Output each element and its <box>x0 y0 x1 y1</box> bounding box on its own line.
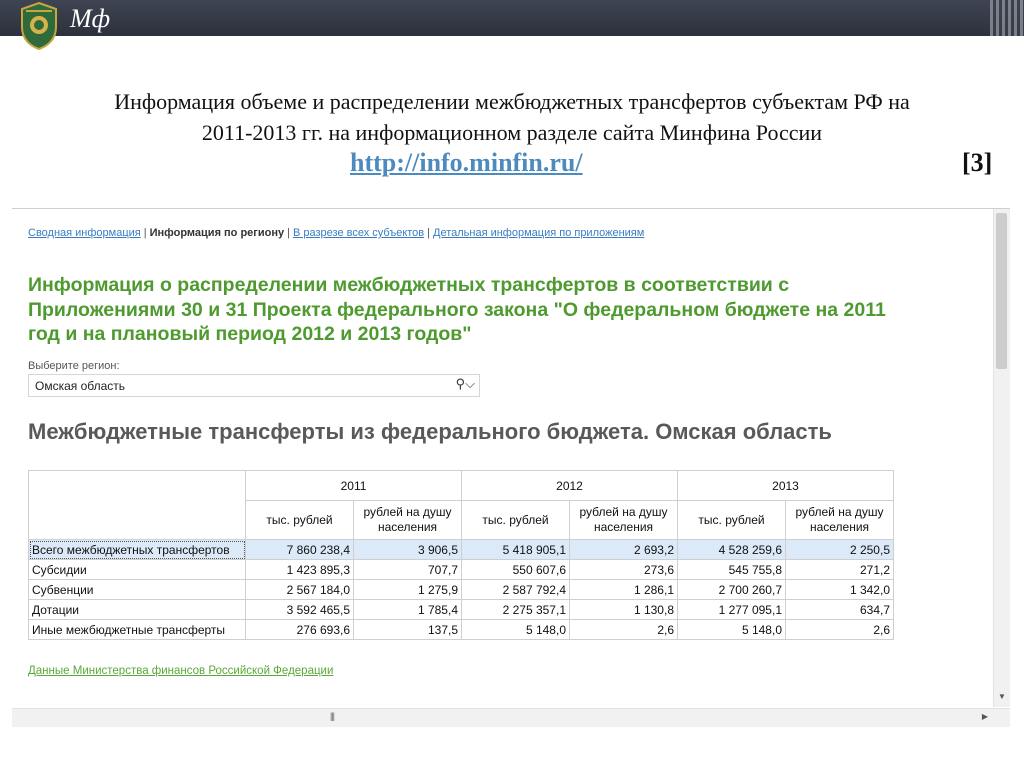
table-row[interactable] <box>29 560 894 580</box>
table-cell: 2 275 357,1 <box>462 600 570 620</box>
col-header-thousands: тыс. рублей <box>678 501 786 540</box>
table-cell: 707,7 <box>354 560 462 580</box>
section-title: Межбюджетные трансферты из федерального бюджета. Омская область <box>28 419 832 444</box>
col-header-thousands: тыс. рублей <box>462 501 570 540</box>
table-corner-cell <box>29 471 246 540</box>
year-header-2013: 2013 <box>678 471 894 501</box>
slide-header-bar <box>0 0 1024 36</box>
table-cell: 4 528 259,6 <box>678 540 786 560</box>
vertical-scrollbar[interactable] <box>993 209 1010 707</box>
brand-text: Мф <box>70 4 111 33</box>
page-title-line3: год и на плановый период 2012 и 2013 годов" <box>28 323 472 345</box>
row-name: Иные межбюджетные трансферты <box>29 620 246 640</box>
table-cell: 2,6 <box>570 620 678 640</box>
nav-separator: | <box>287 227 290 239</box>
table-cell: 550 607,6 <box>462 560 570 580</box>
reference-number: [3] <box>962 148 993 177</box>
scroll-right-arrow-icon[interactable]: ▶ <box>981 712 988 721</box>
decorative-stripes <box>990 0 1024 36</box>
table-cell: 1 342,0 <box>786 580 894 600</box>
scrollbar-thumb[interactable] <box>996 213 1007 369</box>
nav-separator: | <box>143 227 147 239</box>
nav-separator: | <box>427 227 430 239</box>
table-cell: 273,6 <box>570 560 678 580</box>
row-name: Всего межбюджетных трансфертов <box>29 540 246 560</box>
table-row[interactable] <box>29 540 894 560</box>
ministry-emblem-icon <box>18 1 60 51</box>
col-header-per-capita: рублей на душу населения <box>354 501 462 540</box>
table-cell: 271,2 <box>786 560 894 580</box>
page-title-line1: Информация о распределении межбюджетных трансфертов в соответствии с <box>28 274 790 296</box>
page-title-line2: Приложениями 30 и 31 Проекта федерального закона "О федеральном бюджете на 2011 <box>28 298 886 321</box>
scrollbar-grip-icon[interactable]: ||| <box>330 711 335 721</box>
col-header-per-capita: рублей на душу населения <box>786 501 894 540</box>
table-cell: 7 860 238,4 <box>246 540 354 560</box>
nav-appendix-details-link[interactable]: Детальная информация по приложениям <box>433 227 645 239</box>
scroll-down-arrow-icon[interactable]: ▼ <box>998 692 1006 701</box>
table-cell: 137,5 <box>354 620 462 640</box>
nav-region-info-current: Информация по региону <box>149 227 285 239</box>
slide-title-line1: Информация объеме и распределении межбюджетных трансфертов субъектам РФ на <box>114 89 910 114</box>
website-screenshot <box>12 208 1010 727</box>
row-name: Субвенции <box>29 580 246 600</box>
col-header-thousands: тыс. рублей <box>246 501 354 540</box>
chevron-down-icon[interactable]: ⌵ <box>465 376 475 391</box>
table-cell: 2 250,5 <box>786 540 894 560</box>
table-cell: 5 148,0 <box>678 620 786 640</box>
table-cell: 3 592 465,5 <box>246 600 354 620</box>
year-header-2012: 2012 <box>462 471 678 501</box>
breadcrumb-nav <box>28 227 644 239</box>
minfin-data-link[interactable]: Данные Министерства финансов Российской Федерации <box>28 665 334 677</box>
transfers-table <box>28 470 894 640</box>
slide-title <box>40 86 984 148</box>
table-row[interactable] <box>29 580 894 600</box>
table-cell: 3 906,5 <box>354 540 462 560</box>
search-icon[interactable]: ⚲ <box>455 376 466 391</box>
table-cell: 545 755,8 <box>678 560 786 580</box>
horizontal-scrollbar[interactable] <box>12 708 1010 727</box>
table-cell: 1 423 895,3 <box>246 560 354 580</box>
table-row[interactable] <box>29 620 894 640</box>
year-header-2011: 2011 <box>246 471 462 501</box>
table-cell: 2 587 792,4 <box>462 580 570 600</box>
table-cell: 1 275,9 <box>354 580 462 600</box>
table-cell: 2 567 184,0 <box>246 580 354 600</box>
table-cell: 1 277 095,1 <box>678 600 786 620</box>
region-label: Выберите регион: <box>28 360 120 372</box>
region-select[interactable] <box>28 374 480 397</box>
table-cell: 2 700 260,7 <box>678 580 786 600</box>
slide-title-line2: 2011-2013 гг. на информационном разделе сайта Минфина России <box>201 120 823 145</box>
col-header-per-capita: рублей на душу населения <box>570 501 678 540</box>
table-cell: 634,7 <box>786 600 894 620</box>
table-cell: 1 785,4 <box>354 600 462 620</box>
table-cell: 5 418 905,1 <box>462 540 570 560</box>
row-name: Дотации <box>29 600 246 620</box>
table-cell: 1 286,1 <box>570 580 678 600</box>
region-select-value: Омская область <box>35 379 126 393</box>
nav-all-subjects-link[interactable]: В разрезе всех субъектов <box>292 227 425 239</box>
table-row[interactable] <box>29 600 894 620</box>
table-cell: 2 693,2 <box>570 540 678 560</box>
nav-summary-link[interactable]: Сводная информация <box>28 227 141 239</box>
table-cell: 276 693,6 <box>246 620 354 640</box>
table-cell: 1 130,8 <box>570 600 678 620</box>
row-name: Субсидии <box>29 560 246 580</box>
page-title <box>28 273 998 347</box>
table-cell: 5 148,0 <box>462 620 570 640</box>
region-select-icons[interactable] <box>456 376 475 392</box>
minfin-link[interactable]: http://info.minfin.ru/ <box>350 148 583 177</box>
table-cell: 2,6 <box>786 620 894 640</box>
